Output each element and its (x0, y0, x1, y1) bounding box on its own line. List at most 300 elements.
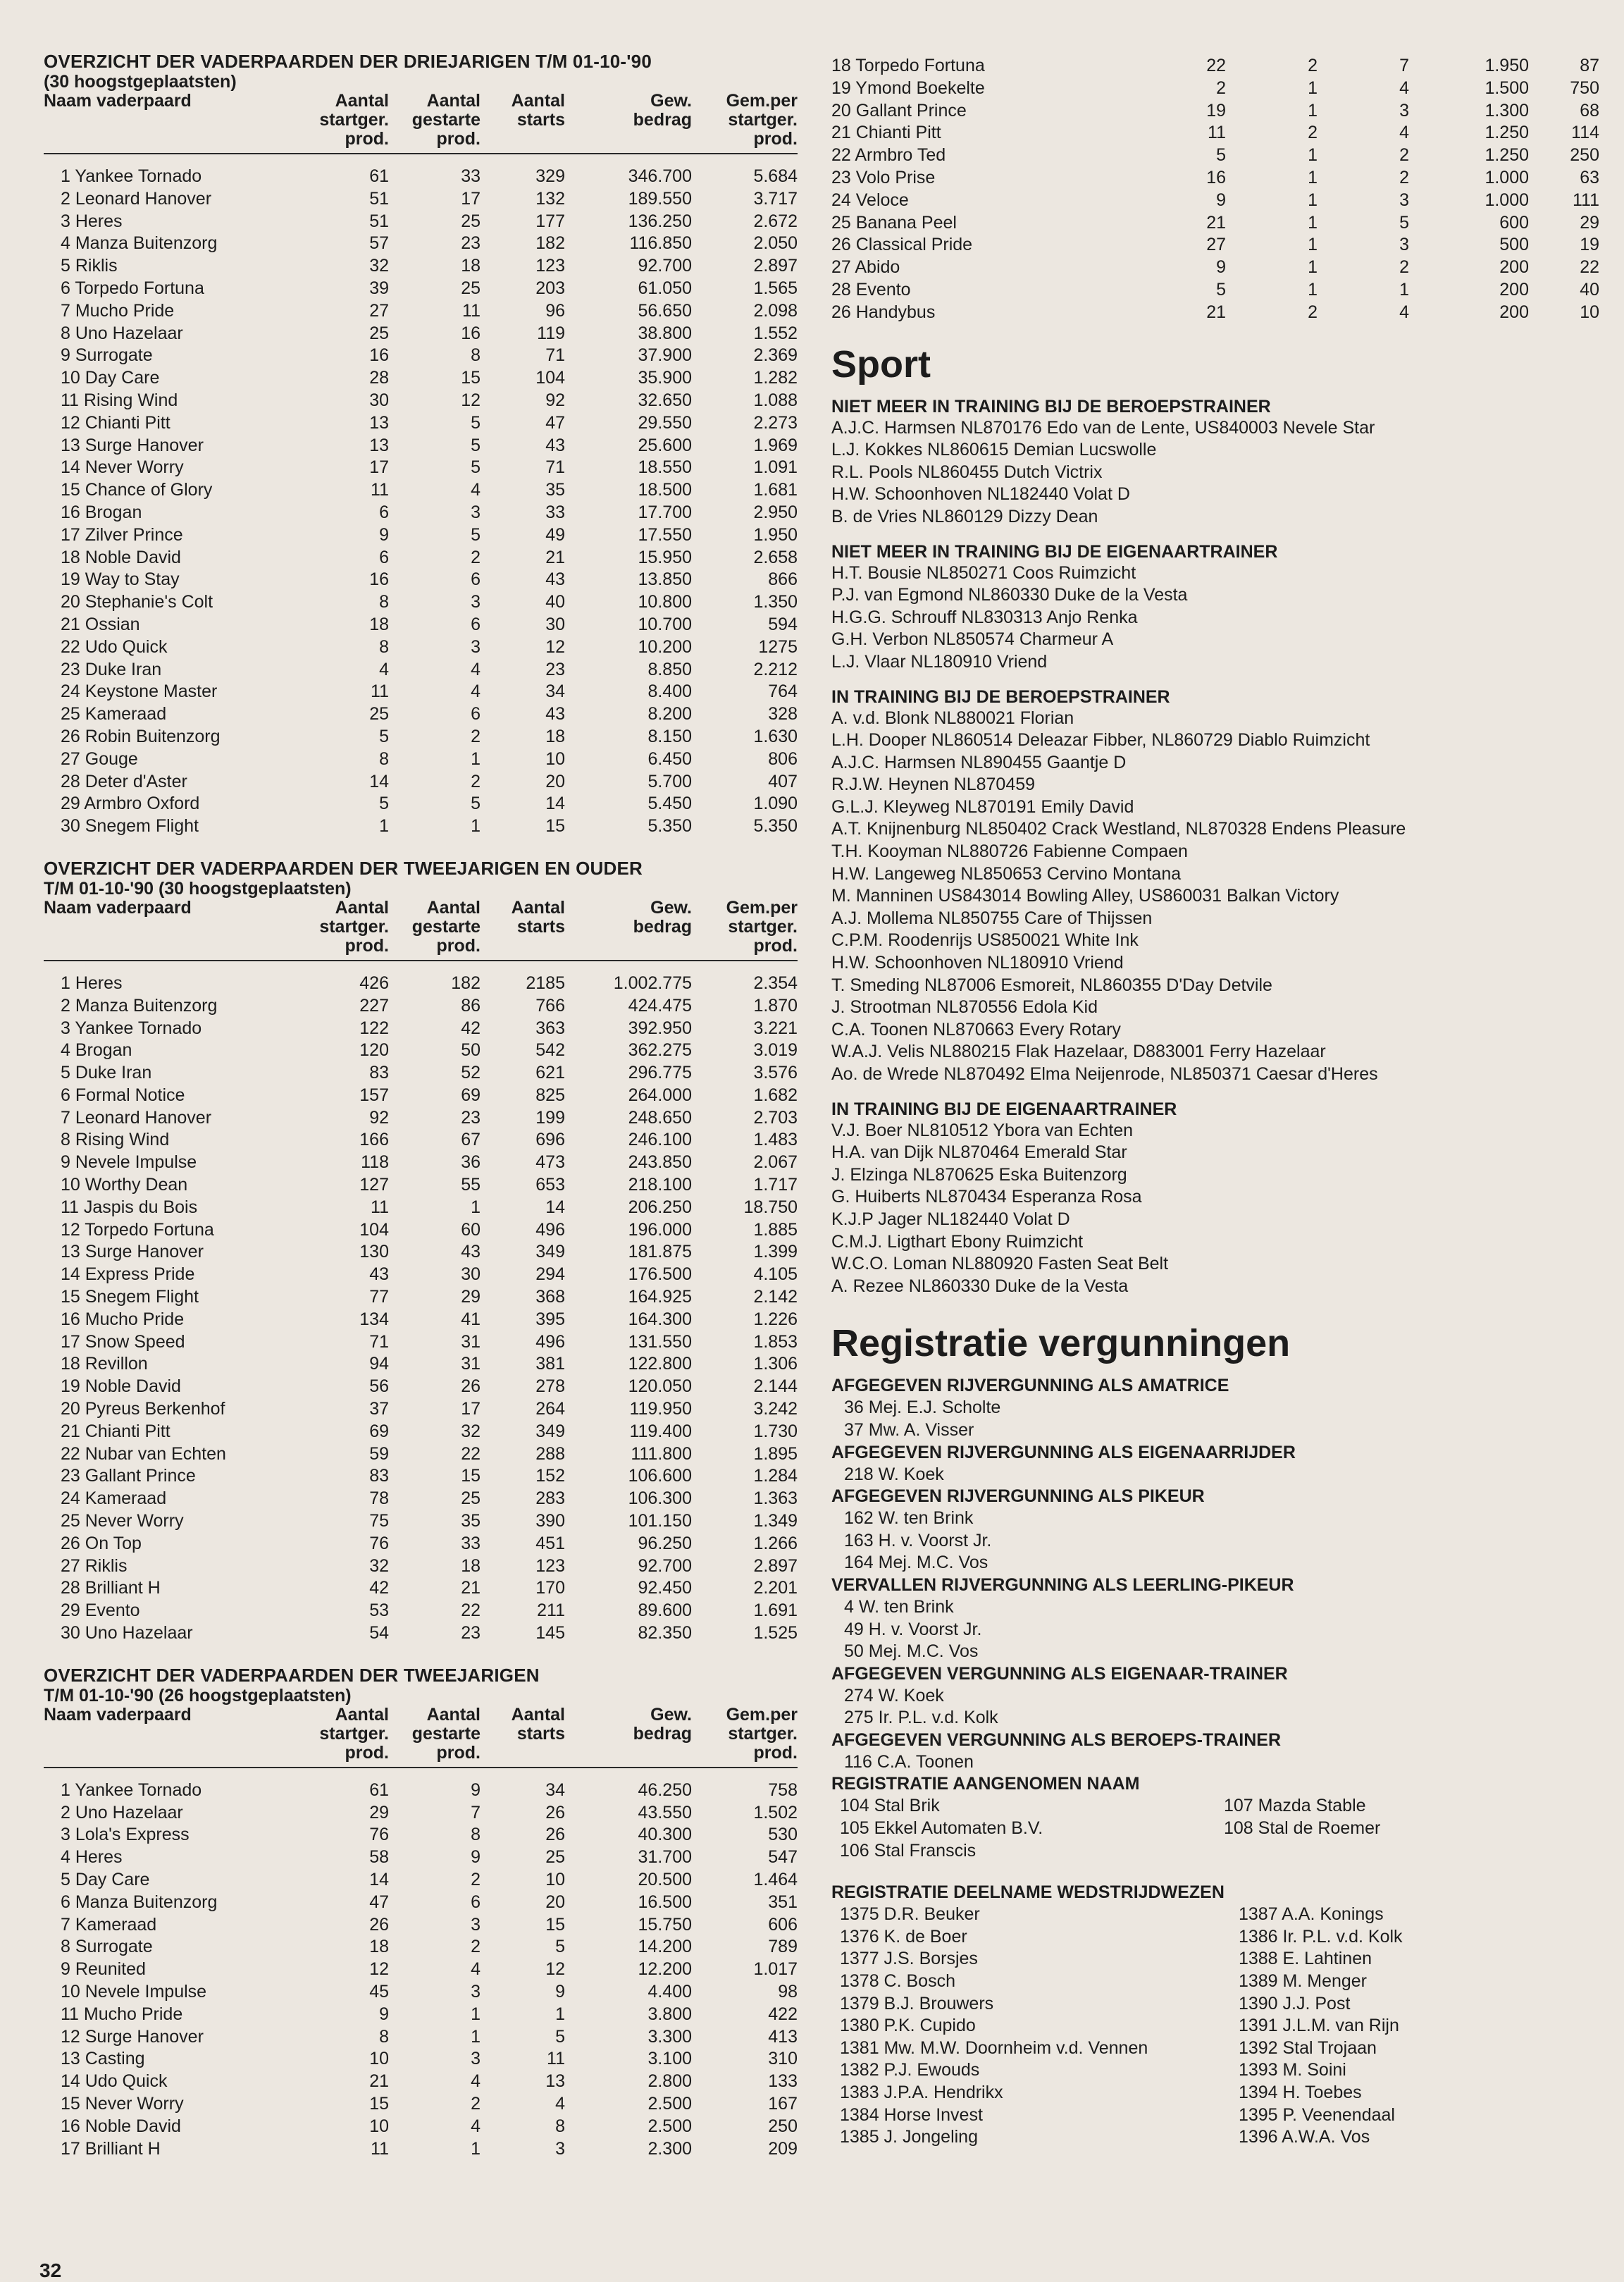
table-cell: 71 (369, 1331, 389, 1352)
registratie-heading: Registratie vergunningen (831, 1322, 1291, 1365)
table-cell: 14 (545, 1197, 565, 1217)
table-cell: 4 (379, 659, 389, 679)
table-row (44, 1533, 798, 1555)
sire-name: 8 Surrogate (61, 1937, 153, 1957)
sire-name: 4 Heres (61, 1847, 123, 1868)
table-row (44, 1353, 798, 1376)
sire-name: 30 Uno Hazelaar (61, 1623, 193, 1643)
table-cell: 1 (471, 1197, 481, 1217)
deelname-entry: 1387 A.A. Konings (1238, 1904, 1384, 1925)
table-cell: 1.525 (753, 1623, 798, 1643)
sport-entry: W.A.J. Velis NL880215 Flak Hazelaar, D883001 Ferry Hazelaar (831, 1042, 1326, 1062)
table-cell: 2.300 (647, 2138, 692, 2159)
registratie-entry: 116 C.A. Toonen (844, 1751, 974, 1772)
sire-name: 20 Gallant Prince (831, 100, 967, 121)
table-cell: 11 (371, 681, 389, 702)
column-header: Aantal gestarte prod. (411, 897, 481, 956)
table-cell: 2 (1399, 145, 1409, 166)
table-cell: 15 (461, 368, 481, 388)
table-cell: 329 (535, 166, 565, 186)
table-title: OVERZICHT DER VADERPAARDEN DER DRIEJARIGEN T/M 01-10-'90 (44, 51, 652, 72)
sire-name: 11 Mucho Pride (61, 2004, 183, 2024)
deelname-entry: 1394 H. Toebes (1238, 2083, 1362, 2102)
table-cell: 119.400 (629, 1421, 692, 1441)
registratie-naam-list (831, 1795, 1599, 1862)
sport-entry: T.H. Kooyman NL880726 Fabienne Compaen (831, 841, 1188, 862)
table-cell: 2.067 (753, 1152, 798, 1173)
deelname-entry: 1386 Ir. P.L. v.d. Kolk (1238, 1926, 1403, 1947)
registratie-section-title: AFGEGEVEN VERGUNNING ALS BEROEPS-TRAINER (831, 1729, 1282, 1750)
sire-name: 23 Duke Iran (61, 659, 162, 679)
sire-name: 20 Pyreus Berkenhof (61, 1399, 225, 1419)
table-cell: 10.700 (638, 614, 692, 634)
table-cell: 328 (768, 704, 798, 724)
table-cell: 83 (369, 1063, 389, 1083)
naam-entry: 107 Mazda Stable (1224, 1796, 1366, 1816)
table-cell: 10 (369, 2116, 389, 2136)
sire-name: 7 Kameraad (61, 1914, 157, 1935)
sire-name: 22 Armbro Ted (831, 145, 946, 166)
table-cell: 1.691 (753, 1601, 798, 1621)
table-cell: 39 (369, 278, 389, 298)
sport-entry: V.J. Boer NL810512 Ybora van Echten (831, 1120, 1134, 1140)
table-cell: 2.354 (753, 973, 798, 993)
deelname-entry: 1396 A.W.A. Vos (1238, 2127, 1370, 2147)
sire-name: 2 Manza Buitenzorg (61, 995, 218, 1016)
table-cell: 18 (369, 1937, 389, 1957)
table-cell: 1 (379, 816, 389, 837)
registratie-entry: 274 W. Koek (844, 1685, 944, 1706)
sire-name: 5 Day Care (61, 1870, 150, 1889)
table-row (44, 1264, 798, 1286)
table-cell: 1.552 (753, 323, 798, 343)
table-cell: 4.105 (753, 1264, 798, 1285)
table-cell: 1.969 (753, 435, 798, 455)
sport-entry: A.J.C. Harmsen NL890455 Gaantje D (831, 752, 1127, 772)
table-cell: 23 (545, 659, 565, 679)
table-cell: 5 (379, 794, 389, 814)
naam-entry: 106 Stal Franscis (840, 1840, 977, 1861)
column-header: Aantal starts (511, 897, 565, 937)
table-subtitle: T/M 01-10-'90 (30 hoogstgeplaatsten) (44, 878, 352, 899)
table-cell: 363 (535, 1018, 565, 1038)
table-cell: 75 (369, 1511, 389, 1531)
table-cell: 40 (545, 592, 565, 612)
table-cell: 1.282 (753, 368, 798, 388)
table-cell: 35 (545, 480, 565, 500)
table-cell: 57 (369, 233, 389, 254)
table-cell: 413 (768, 2026, 798, 2047)
sire-name: 12 Torpedo Fortuna (61, 1219, 214, 1240)
sport-section-title: IN TRAINING BIJ DE BEROEPSTRAINER (831, 686, 1170, 707)
table-cell: 60 (461, 1219, 481, 1240)
table-cell: 114 (1571, 123, 1599, 143)
sport-entry: H.W. Langeweg NL850653 Cervino Montana (831, 863, 1182, 884)
sport-entry: H.T. Bousie NL850271 Coos Ruimzicht (831, 562, 1136, 583)
table-cell: 3 (471, 1981, 481, 2002)
table-cell: 500 (1499, 235, 1529, 255)
deelname-entry: 1376 K. de Boer (840, 1926, 967, 1947)
table-row (44, 1555, 798, 1578)
table-cell: 20.500 (638, 1870, 692, 1889)
table-cell: 1 (1308, 279, 1318, 300)
table-cell: 43 (545, 704, 565, 724)
table-cell: 3 (471, 2049, 481, 2069)
table-cell: 1 (471, 2004, 481, 2024)
table-cell: 11 (371, 480, 389, 500)
table-cell: 17.550 (638, 524, 692, 545)
table-cell: 54 (369, 1623, 389, 1643)
table-cell: 9 (471, 1847, 481, 1868)
table-cell: 250 (1570, 145, 1599, 166)
table-row (44, 614, 798, 636)
table-cell: 41 (461, 1309, 481, 1329)
table-cell: 2 (1216, 78, 1226, 98)
table-cell: 56 (369, 1376, 389, 1397)
registratie-entry: 37 Mw. A. Visser (844, 1419, 974, 1440)
registratie-section (831, 1375, 1599, 1441)
sport-entry: L.H. Dooper NL860514 Deleazar Fibber, NL860729 Diablo Ruimzicht (831, 730, 1370, 751)
sire-name: 8 Uno Hazelaar (61, 323, 183, 343)
table-row (44, 1309, 798, 1331)
table-cell: 42 (461, 1018, 481, 1038)
table-cell: 51 (369, 188, 389, 209)
table-cell: 1 (1399, 279, 1409, 300)
sire-name: 27 Riklis (61, 1555, 128, 1576)
table-cell: 2.500 (647, 2093, 692, 2114)
table-row (44, 1869, 798, 1892)
table-cell: 10.200 (638, 636, 692, 657)
table-cell: 696 (535, 1130, 565, 1150)
table-cell: 25 (461, 211, 481, 231)
table-cell: 21 (461, 1578, 481, 1598)
page-number: 32 (39, 2259, 62, 2281)
table-cell: 5 (1216, 279, 1226, 300)
table-cell: 116.850 (629, 233, 692, 254)
table-cell: 15 (545, 1914, 565, 1935)
table-cell: 866 (768, 569, 798, 590)
table-row (44, 345, 798, 367)
registratie-entry: 49 H. v. Voorst Jr. (844, 1619, 982, 1639)
table-cell: 119.950 (629, 1399, 692, 1419)
column-header: Gew. bedrag (633, 897, 692, 937)
table-cell: 9 (1216, 190, 1226, 210)
sire-name: 7 Mucho Pride (61, 300, 175, 321)
registratie-section (831, 1486, 1599, 1574)
table-row (44, 1824, 798, 1846)
table-cell: 5 (471, 412, 481, 433)
table-cell: 1.306 (753, 1354, 798, 1374)
deelname-entry: 1380 P.K. Cupido (840, 2016, 976, 2036)
registratie-sections (831, 1375, 1599, 1773)
sport-entry: C.M.J. Ligthart Ebony Ruimzicht (831, 1231, 1084, 1252)
table-cell: 3.717 (753, 188, 798, 209)
table-row (44, 1488, 798, 1510)
sire-name: 13 Surge Hanover (61, 1242, 204, 1262)
table-cell: 6 (379, 502, 389, 522)
table-cell: 246.100 (628, 1130, 692, 1150)
table-cell: 264.000 (628, 1085, 692, 1105)
column-header: Aantal starts (511, 91, 565, 130)
table-row (831, 100, 1599, 123)
table-cell: 63 (1580, 167, 1599, 187)
table-cell: 395 (535, 1309, 565, 1329)
sport-entry: H.W. Schoonhoven NL182440 Volat D (831, 484, 1130, 505)
table-cell: 4 (555, 2093, 565, 2114)
table-cell: 47 (545, 412, 565, 433)
table-row (44, 300, 798, 323)
table-cell: 2185 (526, 973, 565, 993)
sire-name: 5 Riklis (61, 256, 118, 276)
table-row (44, 2048, 798, 2071)
table-cell: 31.700 (638, 1847, 692, 1868)
table-cell: 5.350 (647, 816, 692, 837)
table-subtitle: T/M 01-10-'90 (26 hoogstgeplaatsten) (44, 1685, 352, 1706)
sire-name: 27 Gouge (61, 748, 138, 769)
sire-name: 16 Noble David (61, 2116, 181, 2136)
sire-name: 11 Rising Wind (61, 390, 178, 410)
table-cell: 2.500 (647, 2116, 692, 2136)
table-cell: 496 (535, 1219, 565, 1240)
table-cell: 1.090 (753, 794, 798, 814)
table-cell: 362.275 (628, 1040, 692, 1061)
table-cell: 45 (369, 1981, 389, 2002)
table-row (44, 1062, 798, 1085)
table-cell: 203 (535, 278, 565, 298)
table-cell: 4 (471, 2071, 481, 2092)
table-cell: 3.242 (753, 1399, 798, 1419)
table-cell: 25 (461, 278, 481, 298)
table-cell: 1.002.775 (613, 973, 692, 993)
table-cell: 1.885 (753, 1219, 798, 1240)
registratie-section-title: AFGEGEVEN RIJVERGUNNING ALS EIGENAARRIJDER (831, 1442, 1296, 1462)
table-cell: 1 (1308, 100, 1318, 121)
sport-entry: J. Elzinga NL870625 Eska Buitenzorg (831, 1164, 1127, 1185)
table-cell: 122 (359, 1018, 389, 1038)
table-cell: 29 (1580, 212, 1599, 233)
registratie-entry: 164 Mej. M.C. Vos (844, 1553, 988, 1573)
table-cell: 2.369 (753, 345, 798, 366)
table-header-row (44, 92, 798, 154)
registratie-entry: 4 W. ten Brink (844, 1596, 954, 1617)
sport-entry: T. Smeding NL87006 Esmoreit, NL860355 D'Day Detvile (831, 975, 1272, 995)
table-cell: 71 (545, 345, 565, 366)
table-cell: 8.850 (647, 659, 692, 679)
table-cell: 18 (369, 614, 389, 634)
table-cell: 30 (461, 1264, 481, 1285)
sport-entry: P.J. van Egmond NL860330 Duke de la Vesta (831, 585, 1188, 605)
sport-entry: G.H. Verbon NL850574 Charmeur A (831, 629, 1114, 650)
table-cell: 392.950 (628, 1018, 692, 1038)
table-cell: 1 (471, 2026, 481, 2047)
table-cell: 76 (369, 1825, 389, 1845)
sire-name: 17 Brilliant H (61, 2138, 161, 2159)
table-cell: 127 (359, 1175, 389, 1195)
table-cell: 283 (535, 1488, 565, 1509)
sire-name: 23 Volo Prise (831, 167, 936, 187)
table-cell: 30 (545, 614, 565, 634)
table-row (831, 234, 1599, 257)
table-cell: 18 (461, 256, 481, 276)
table-cell: 37.900 (638, 345, 692, 366)
table-cell: 29 (369, 1802, 389, 1822)
table-cell: 133 (768, 2071, 798, 2092)
table-driejarigen (44, 51, 805, 838)
table-cell: 53 (369, 1601, 389, 1621)
table-cell: 23 (461, 233, 481, 254)
sire-name: 9 Surrogate (61, 345, 153, 366)
table-cell: 5.350 (753, 816, 798, 837)
table-cell: 12 (545, 636, 565, 657)
table-cell: 3 (471, 502, 481, 522)
table-cell: 19 (1206, 100, 1226, 121)
registratie-naam (831, 1773, 1599, 1862)
table-cell: 104 (535, 368, 565, 388)
table-cell: 1.950 (1484, 56, 1529, 75)
table-cell: 152 (535, 1466, 565, 1486)
table-cell: 1.266 (753, 1533, 798, 1553)
table-cell: 18 (461, 1555, 481, 1576)
table-cell: 296.775 (628, 1063, 692, 1083)
column-header: Gem.per startger. prod. (726, 897, 798, 956)
registratie-deelname-title: REGISTRATIE DEELNAME WEDSTRIJDWEZEN (831, 1882, 1225, 1903)
table-cell: 2 (471, 2093, 481, 2114)
table-row (831, 167, 1599, 190)
sire-name: 3 Yankee Tornado (61, 1018, 202, 1038)
table-cell: 76 (369, 1533, 389, 1553)
table-cell: 29 (461, 1287, 481, 1307)
table-row (44, 1802, 798, 1825)
sire-name: 16 Mucho Pride (61, 1309, 185, 1329)
table-row (44, 1981, 798, 2004)
table-cell: 4 (1399, 302, 1409, 322)
registratie-section (831, 1663, 1599, 1729)
table-cell: 2 (1399, 167, 1409, 187)
table-cell: 806 (768, 748, 798, 769)
registratie-section-title: AFGEGEVEN RIJVERGUNNING ALS AMATRICE (831, 1376, 1229, 1396)
table-cell: 1.250 (1484, 123, 1529, 143)
table-cell: 12.200 (638, 1959, 692, 1980)
column-header: Naam vaderpaard (44, 91, 192, 111)
table-row (44, 659, 798, 681)
sire-name: 10 Nevele Impulse (61, 1981, 207, 2002)
table-row (44, 995, 798, 1018)
sire-name: 14 Express Pride (61, 1264, 195, 1285)
table-row (44, 2004, 798, 2026)
table-title: OVERZICHT DER VADERPAARDEN DER TWEEJARIGEN EN OUDER (44, 857, 643, 879)
table-cell: 14 (369, 1870, 389, 1889)
table-row (44, 771, 798, 794)
table-cell: 17 (461, 1399, 481, 1419)
table-cell: 12 (369, 1959, 389, 1980)
table-cell: 82.350 (638, 1623, 692, 1643)
sire-name: 29 Armbro Oxford (61, 794, 200, 814)
table-cell: 8 (379, 2026, 389, 2047)
registratie-entry: 218 W. Koek (844, 1464, 944, 1484)
sire-name: 18 Torpedo Fortuna (831, 56, 985, 75)
deelname-right-list (1230, 1904, 1599, 2149)
column-header: Gem.per startger. prod. (726, 91, 798, 149)
sire-name: 12 Chianti Pitt (61, 412, 171, 433)
table-cell: 16 (369, 345, 389, 366)
table-cell: 8.400 (647, 681, 692, 702)
sport-entry: Ao. de Wrede NL870492 Elma Neijenrode, NL850371 Caesar d'Heres (831, 1064, 1378, 1084)
column-header: Aantal startger. prod. (319, 1704, 389, 1763)
table-row (44, 2116, 798, 2138)
table-cell: 7 (1399, 56, 1409, 75)
table-cell: 132 (535, 188, 565, 209)
sire-name: 2 Leonard Hanover (61, 188, 212, 209)
table-cell: 13.850 (638, 569, 692, 590)
table-cell: 189.550 (628, 188, 692, 209)
table-cell: 2.703 (753, 1107, 798, 1128)
table-row (44, 1398, 798, 1421)
table-cell: 248.650 (628, 1107, 692, 1128)
table-cell: 3.221 (753, 1018, 798, 1038)
table-cell: 653 (535, 1175, 565, 1195)
table-cell: 11 (1208, 123, 1226, 143)
table-row (44, 479, 798, 502)
table-cell: 3.800 (647, 2004, 692, 2024)
table-cell: 3 (1399, 100, 1409, 121)
sport-entry: W.C.O. Loman NL880920 Fasten Seat Belt (831, 1254, 1169, 1274)
table-row (44, 2071, 798, 2093)
table-cell: 61.050 (638, 278, 692, 298)
table-cell: 26 (545, 1825, 565, 1845)
table-cell: 77 (369, 1287, 389, 1307)
table-cell: 1 (471, 748, 481, 769)
table-cell: 2 (471, 771, 481, 791)
table-row (44, 726, 798, 748)
table-cell: 15.750 (638, 1914, 692, 1935)
table-cell: 2 (1308, 56, 1318, 75)
table-cell: 34 (545, 1780, 565, 1800)
table-cell: 11 (462, 300, 481, 321)
table-cell: 96.250 (638, 1533, 692, 1553)
table-cell: 20 (545, 1892, 565, 1912)
registratie-deelname-list (831, 1904, 1599, 2149)
table-cell: 15 (369, 2093, 389, 2114)
table-cell: 10 (369, 2049, 389, 2069)
table-cell: 92 (545, 390, 565, 410)
table-cell: 47 (369, 1892, 389, 1912)
table-cell: 181.875 (628, 1242, 692, 1262)
table-cell: 1 (1308, 145, 1318, 166)
table-cell: 96 (545, 300, 565, 321)
table-cell: 1 (471, 816, 481, 837)
table-cell: 26 (461, 1376, 481, 1397)
sire-name: 7 Leonard Hanover (61, 1107, 212, 1128)
registratie-section-title: AFGEGEVEN RIJVERGUNNING ALS PIKEUR (831, 1486, 1205, 1507)
table-cell: 43 (369, 1264, 389, 1285)
table-cell: 542 (535, 1040, 565, 1061)
sport-entry: A. Rezee NL860330 Duke de la Vesta (831, 1276, 1129, 1296)
table-cell: 56.650 (638, 300, 692, 321)
table-cell: 3 (471, 1914, 481, 1935)
registratie-entry: 36 Mej. E.J. Scholte (844, 1398, 1001, 1418)
sport-entry: H.G.G. Schrouff NL830313 Anjo Renka (831, 607, 1138, 627)
table-row (44, 1622, 798, 1645)
table-cell: 3 (1399, 235, 1409, 255)
table-cell: 346.700 (628, 166, 692, 186)
table-cell: 43.550 (638, 1802, 692, 1822)
table-row (44, 591, 798, 614)
table-row (44, 1914, 798, 1937)
table-cell: 200 (1499, 279, 1529, 300)
column-header: Aantal gestarte prod. (411, 91, 481, 149)
deelname-entry: 1385 J. Jongeling (840, 2127, 978, 2147)
table-row (44, 961, 798, 995)
